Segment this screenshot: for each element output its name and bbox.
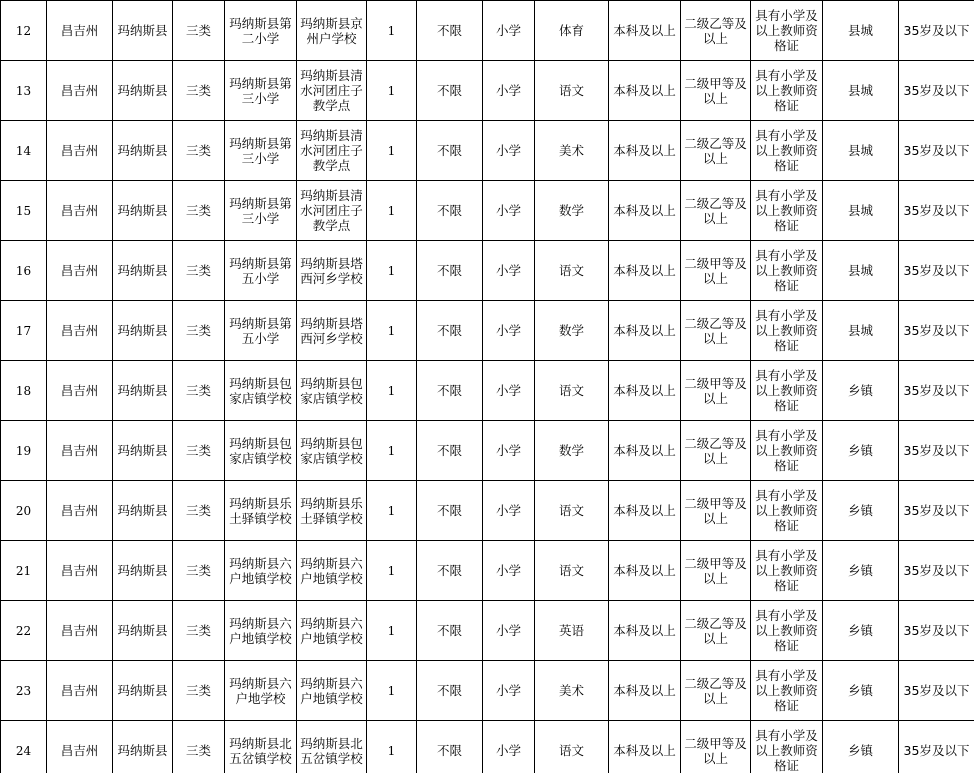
- cell-level: 小学: [483, 661, 535, 721]
- cell-count: 1: [367, 481, 417, 541]
- cell-school: 玛纳斯县京州户学校: [297, 1, 367, 61]
- cell-prefecture: 昌吉州: [47, 361, 113, 421]
- cell-mandarin: 二级甲等及以上: [681, 541, 751, 601]
- cell-age: 35岁及以下: [899, 721, 974, 773]
- cell-education: 本科及以上: [609, 241, 681, 301]
- cell-level: 小学: [483, 541, 535, 601]
- cell-count: 1: [367, 361, 417, 421]
- cell-age: 35岁及以下: [899, 301, 974, 361]
- cell-restriction: 不限: [417, 721, 483, 773]
- cell-level: 小学: [483, 121, 535, 181]
- cell-restriction: 不限: [417, 481, 483, 541]
- cell-category: 三类: [173, 601, 225, 661]
- table-row: [1, 721, 974, 773]
- cell-school: 玛纳斯县塔西河乡学校: [297, 241, 367, 301]
- cell-mandarin: 二级甲等及以上: [681, 721, 751, 773]
- cell-category: 三类: [173, 361, 225, 421]
- cell-unit: 玛纳斯县第五小学: [225, 301, 297, 361]
- cell-restriction: 不限: [417, 1, 483, 61]
- cell-area: 乡镇: [823, 721, 899, 773]
- cell-age: 35岁及以下: [899, 121, 974, 181]
- cell-category: 三类: [173, 61, 225, 121]
- table-row: [1, 301, 974, 361]
- cell-education: 本科及以上: [609, 1, 681, 61]
- cell-unit: 玛纳斯县第三小学: [225, 61, 297, 121]
- cell-no: 19: [1, 421, 47, 481]
- cell-education: 本科及以上: [609, 421, 681, 481]
- cell-mandarin: 二级乙等及以上: [681, 121, 751, 181]
- cell-restriction: 不限: [417, 241, 483, 301]
- cell-qualification: 具有小学及以上教师资格证: [751, 361, 823, 421]
- cell-subject: 语文: [535, 61, 609, 121]
- cell-qualification: 具有小学及以上教师资格证: [751, 601, 823, 661]
- cell-school: 玛纳斯县北五岔镇学校: [297, 721, 367, 773]
- cell-unit: 玛纳斯县六户地镇学校: [225, 541, 297, 601]
- cell-count: 1: [367, 181, 417, 241]
- cell-qualification: 具有小学及以上教师资格证: [751, 181, 823, 241]
- cell-mandarin: 二级甲等及以上: [681, 481, 751, 541]
- cell-level: 小学: [483, 421, 535, 481]
- cell-education: 本科及以上: [609, 481, 681, 541]
- cell-restriction: 不限: [417, 301, 483, 361]
- cell-no: 18: [1, 361, 47, 421]
- cell-count: 1: [367, 541, 417, 601]
- table-row: [1, 421, 974, 481]
- cell-qualification: 具有小学及以上教师资格证: [751, 661, 823, 721]
- cell-count: 1: [367, 121, 417, 181]
- cell-no: 22: [1, 601, 47, 661]
- cell-prefecture: 昌吉州: [47, 601, 113, 661]
- table-row: [1, 181, 974, 241]
- cell-education: 本科及以上: [609, 541, 681, 601]
- table-row: [1, 61, 974, 121]
- cell-county: 玛纳斯县: [113, 121, 173, 181]
- cell-education: 本科及以上: [609, 361, 681, 421]
- cell-prefecture: 昌吉州: [47, 661, 113, 721]
- cell-prefecture: 昌吉州: [47, 541, 113, 601]
- cell-no: 21: [1, 541, 47, 601]
- cell-category: 三类: [173, 481, 225, 541]
- table-row: [1, 481, 974, 541]
- cell-prefecture: 昌吉州: [47, 301, 113, 361]
- cell-no: 24: [1, 721, 47, 773]
- cell-area: 乡镇: [823, 361, 899, 421]
- cell-unit: 玛纳斯县北五岔镇学校: [225, 721, 297, 773]
- table-row: [1, 361, 974, 421]
- cell-unit: 玛纳斯县第二小学: [225, 1, 297, 61]
- cell-restriction: 不限: [417, 661, 483, 721]
- cell-count: 1: [367, 421, 417, 481]
- cell-restriction: 不限: [417, 61, 483, 121]
- table-row: [1, 1, 974, 61]
- cell-area: 县城: [823, 1, 899, 61]
- cell-category: 三类: [173, 541, 225, 601]
- cell-age: 35岁及以下: [899, 601, 974, 661]
- cell-mandarin: 二级甲等及以上: [681, 61, 751, 121]
- cell-mandarin: 二级甲等及以上: [681, 241, 751, 301]
- cell-school: 玛纳斯县六户地镇学校: [297, 601, 367, 661]
- cell-age: 35岁及以下: [899, 1, 974, 61]
- cell-county: 玛纳斯县: [113, 541, 173, 601]
- cell-subject: 语文: [535, 721, 609, 773]
- cell-category: 三类: [173, 121, 225, 181]
- cell-age: 35岁及以下: [899, 361, 974, 421]
- cell-restriction: 不限: [417, 421, 483, 481]
- cell-level: 小学: [483, 301, 535, 361]
- cell-area: 乡镇: [823, 661, 899, 721]
- cell-education: 本科及以上: [609, 601, 681, 661]
- cell-level: 小学: [483, 721, 535, 773]
- cell-education: 本科及以上: [609, 661, 681, 721]
- cell-prefecture: 昌吉州: [47, 421, 113, 481]
- cell-restriction: 不限: [417, 361, 483, 421]
- cell-restriction: 不限: [417, 121, 483, 181]
- cell-subject: 数学: [535, 421, 609, 481]
- cell-unit: 玛纳斯县第三小学: [225, 181, 297, 241]
- cell-category: 三类: [173, 421, 225, 481]
- cell-unit: 玛纳斯县包家店镇学校: [225, 361, 297, 421]
- cell-no: 13: [1, 61, 47, 121]
- cell-subject: 美术: [535, 121, 609, 181]
- cell-no: 15: [1, 181, 47, 241]
- cell-area: 乡镇: [823, 541, 899, 601]
- cell-county: 玛纳斯县: [113, 361, 173, 421]
- cell-subject: 语文: [535, 361, 609, 421]
- cell-education: 本科及以上: [609, 181, 681, 241]
- cell-school: 玛纳斯县清水河团庄子教学点: [297, 121, 367, 181]
- table-row: [1, 241, 974, 301]
- cell-qualification: 具有小学及以上教师资格证: [751, 421, 823, 481]
- cell-county: 玛纳斯县: [113, 61, 173, 121]
- cell-category: 三类: [173, 301, 225, 361]
- cell-prefecture: 昌吉州: [47, 181, 113, 241]
- cell-education: 本科及以上: [609, 61, 681, 121]
- cell-mandarin: 二级乙等及以上: [681, 601, 751, 661]
- cell-school: 玛纳斯县六户地镇学校: [297, 661, 367, 721]
- cell-education: 本科及以上: [609, 121, 681, 181]
- cell-qualification: 具有小学及以上教师资格证: [751, 61, 823, 121]
- table-row: [1, 541, 974, 601]
- cell-subject: 数学: [535, 301, 609, 361]
- cell-age: 35岁及以下: [899, 61, 974, 121]
- cell-level: 小学: [483, 1, 535, 61]
- table-row: [1, 121, 974, 181]
- cell-no: 12: [1, 1, 47, 61]
- cell-area: 县城: [823, 121, 899, 181]
- cell-unit: 玛纳斯县第三小学: [225, 121, 297, 181]
- cell-area: 乡镇: [823, 421, 899, 481]
- cell-no: 14: [1, 121, 47, 181]
- cell-age: 35岁及以下: [899, 661, 974, 721]
- cell-school: 玛纳斯县包家店镇学校: [297, 361, 367, 421]
- cell-age: 35岁及以下: [899, 241, 974, 301]
- table-row: [1, 661, 974, 721]
- cell-mandarin: 二级乙等及以上: [681, 661, 751, 721]
- cell-county: 玛纳斯县: [113, 721, 173, 773]
- cell-count: 1: [367, 1, 417, 61]
- cell-education: 本科及以上: [609, 721, 681, 773]
- cell-subject: 英语: [535, 601, 609, 661]
- cell-mandarin: 二级乙等及以上: [681, 301, 751, 361]
- cell-count: 1: [367, 721, 417, 773]
- cell-county: 玛纳斯县: [113, 181, 173, 241]
- cell-age: 35岁及以下: [899, 181, 974, 241]
- cell-age: 35岁及以下: [899, 421, 974, 481]
- cell-mandarin: 二级乙等及以上: [681, 181, 751, 241]
- cell-category: 三类: [173, 1, 225, 61]
- cell-level: 小学: [483, 181, 535, 241]
- cell-county: 玛纳斯县: [113, 301, 173, 361]
- cell-county: 玛纳斯县: [113, 661, 173, 721]
- cell-qualification: 具有小学及以上教师资格证: [751, 481, 823, 541]
- cell-prefecture: 昌吉州: [47, 121, 113, 181]
- cell-county: 玛纳斯县: [113, 481, 173, 541]
- cell-area: 乡镇: [823, 481, 899, 541]
- cell-prefecture: 昌吉州: [47, 481, 113, 541]
- cell-subject: 美术: [535, 661, 609, 721]
- cell-unit: 玛纳斯县六户地镇学校: [225, 601, 297, 661]
- cell-count: 1: [367, 301, 417, 361]
- cell-qualification: 具有小学及以上教师资格证: [751, 721, 823, 773]
- cell-category: 三类: [173, 721, 225, 773]
- cell-qualification: 具有小学及以上教师资格证: [751, 121, 823, 181]
- cell-county: 玛纳斯县: [113, 1, 173, 61]
- cell-category: 三类: [173, 241, 225, 301]
- cell-count: 1: [367, 61, 417, 121]
- cell-qualification: 具有小学及以上教师资格证: [751, 541, 823, 601]
- cell-level: 小学: [483, 481, 535, 541]
- cell-restriction: 不限: [417, 601, 483, 661]
- cell-school: 玛纳斯县清水河团庄子教学点: [297, 61, 367, 121]
- cell-subject: 体育: [535, 1, 609, 61]
- cell-qualification: 具有小学及以上教师资格证: [751, 301, 823, 361]
- cell-mandarin: 二级乙等及以上: [681, 421, 751, 481]
- cell-prefecture: 昌吉州: [47, 721, 113, 773]
- cell-no: 23: [1, 661, 47, 721]
- cell-school: 玛纳斯县六户地镇学校: [297, 541, 367, 601]
- cell-mandarin: 二级甲等及以上: [681, 361, 751, 421]
- cell-unit: 玛纳斯县六户地学校: [225, 661, 297, 721]
- cell-no: 16: [1, 241, 47, 301]
- cell-school: 玛纳斯县塔西河乡学校: [297, 301, 367, 361]
- cell-age: 35岁及以下: [899, 541, 974, 601]
- cell-category: 三类: [173, 661, 225, 721]
- cell-school: 玛纳斯县清水河团庄子教学点: [297, 181, 367, 241]
- cell-level: 小学: [483, 601, 535, 661]
- cell-subject: 语文: [535, 541, 609, 601]
- table-body: [1, 1, 974, 773]
- cell-unit: 玛纳斯县乐土驿镇学校: [225, 481, 297, 541]
- cell-count: 1: [367, 601, 417, 661]
- cell-unit: 玛纳斯县包家店镇学校: [225, 421, 297, 481]
- cell-prefecture: 昌吉州: [47, 61, 113, 121]
- cell-unit: 玛纳斯县第五小学: [225, 241, 297, 301]
- table-row: [1, 601, 974, 661]
- cell-level: 小学: [483, 241, 535, 301]
- cell-restriction: 不限: [417, 541, 483, 601]
- cell-level: 小学: [483, 361, 535, 421]
- cell-county: 玛纳斯县: [113, 421, 173, 481]
- cell-school: 玛纳斯县乐土驿镇学校: [297, 481, 367, 541]
- cell-category: 三类: [173, 181, 225, 241]
- cell-restriction: 不限: [417, 181, 483, 241]
- cell-qualification: 具有小学及以上教师资格证: [751, 1, 823, 61]
- cell-area: 县城: [823, 301, 899, 361]
- cell-subject: 语文: [535, 481, 609, 541]
- cell-school: 玛纳斯县包家店镇学校: [297, 421, 367, 481]
- cell-county: 玛纳斯县: [113, 241, 173, 301]
- cell-prefecture: 昌吉州: [47, 1, 113, 61]
- cell-level: 小学: [483, 61, 535, 121]
- cell-count: 1: [367, 661, 417, 721]
- cell-county: 玛纳斯县: [113, 601, 173, 661]
- cell-area: 乡镇: [823, 601, 899, 661]
- cell-age: 35岁及以下: [899, 481, 974, 541]
- cell-subject: 数学: [535, 181, 609, 241]
- cell-area: 县城: [823, 181, 899, 241]
- cell-no: 20: [1, 481, 47, 541]
- cell-no: 17: [1, 301, 47, 361]
- cell-mandarin: 二级乙等及以上: [681, 1, 751, 61]
- cell-qualification: 具有小学及以上教师资格证: [751, 241, 823, 301]
- cell-area: 县城: [823, 61, 899, 121]
- cell-area: 县城: [823, 241, 899, 301]
- cell-subject: 语文: [535, 241, 609, 301]
- cell-count: 1: [367, 241, 417, 301]
- cell-education: 本科及以上: [609, 301, 681, 361]
- cell-prefecture: 昌吉州: [47, 241, 113, 301]
